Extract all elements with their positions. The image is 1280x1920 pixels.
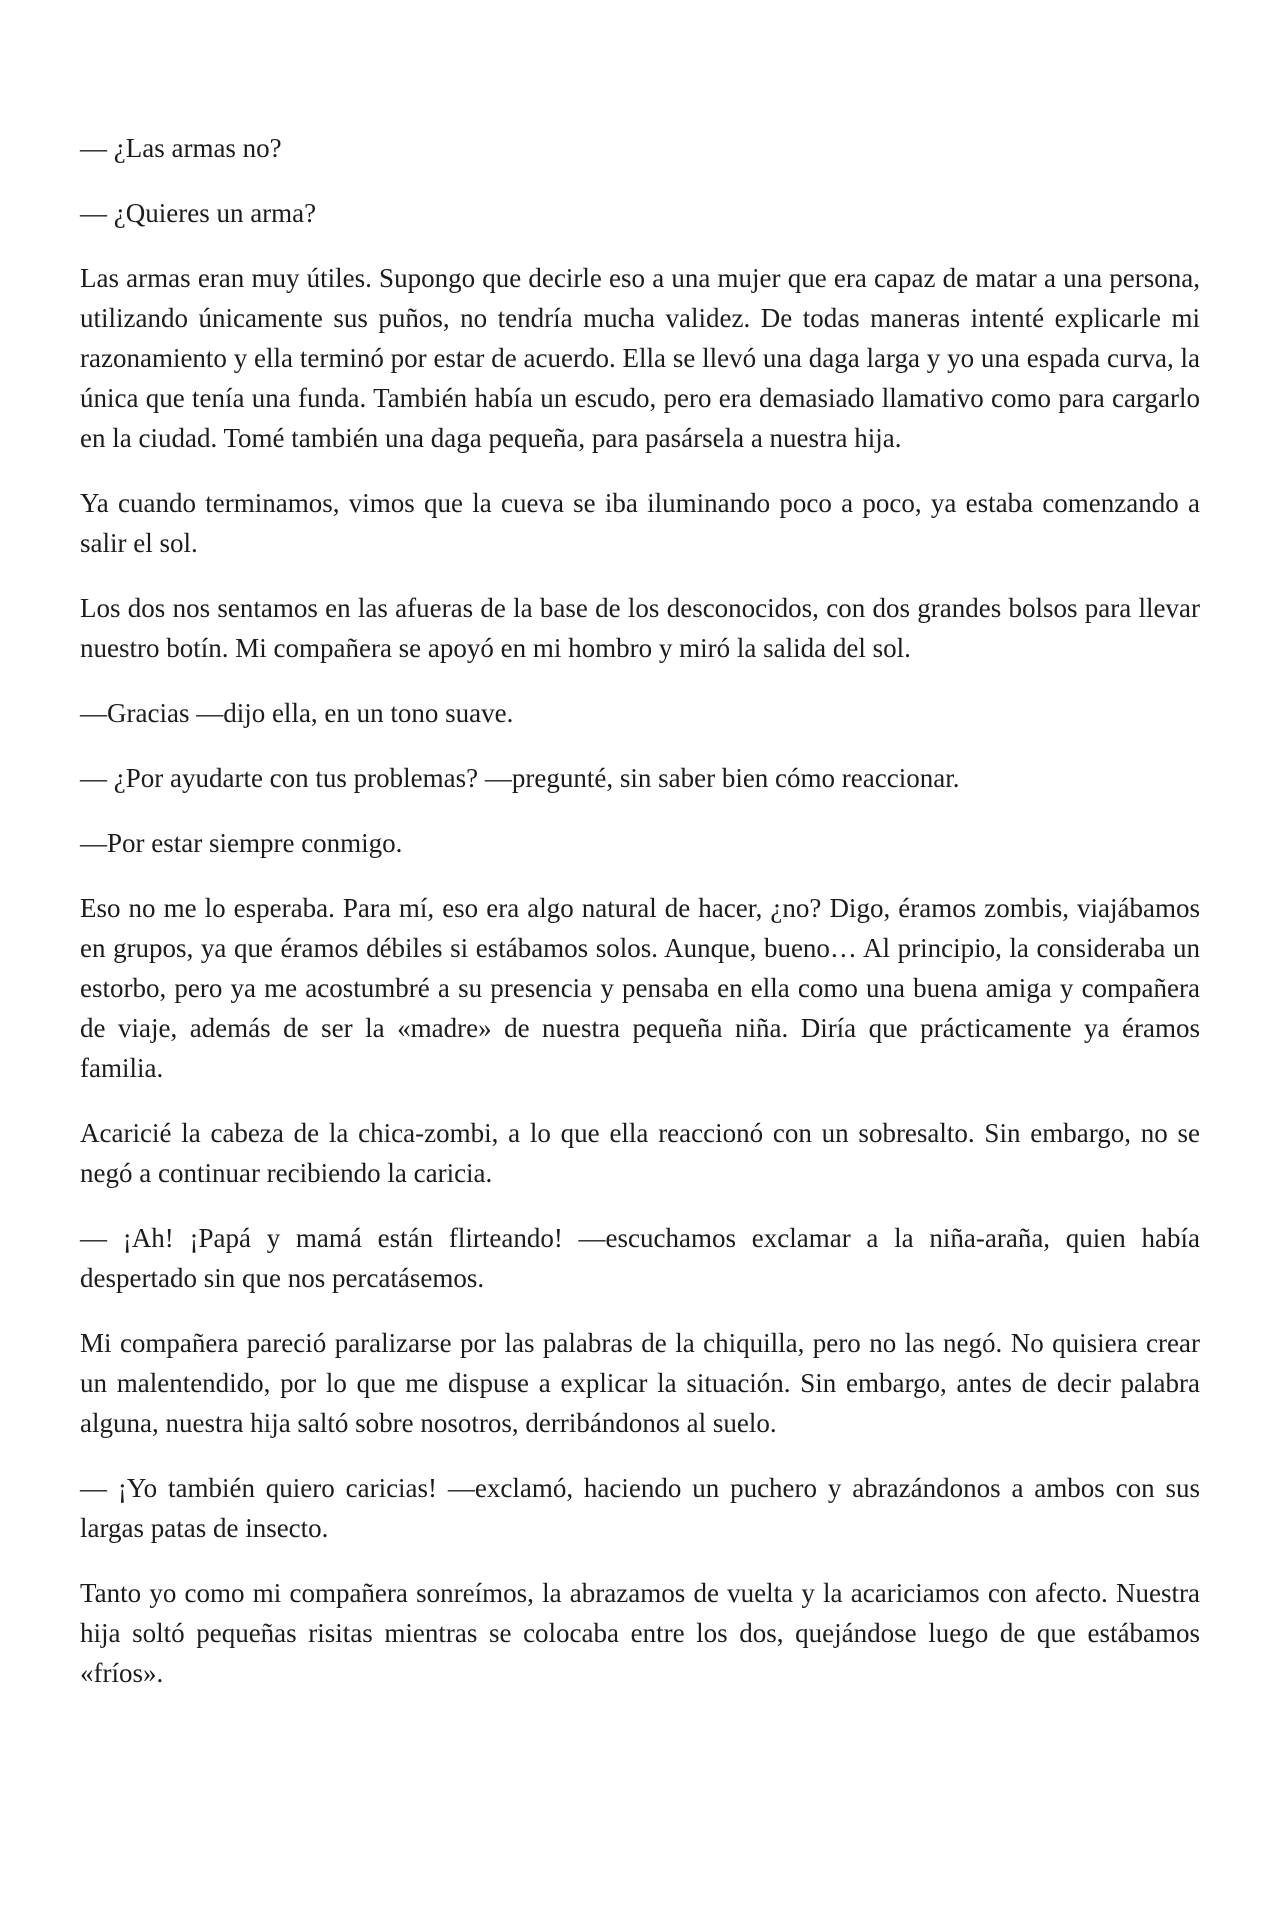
paragraph: — ¿Por ayudarte con tus problemas? —pregunté, sin saber bien cómo reaccionar. [80, 763, 960, 793]
paragraph: Mi compañera pareció paralizarse por las palabras de la chiquilla, pero no las negó. No quisiera crear un malentendido, por lo que me dispuse a explicar la situación. Sin embargo, antes de decir palabra alguna, nuestra hija saltó sobre nosotros, derribándonos al suelo. [80, 1328, 1200, 1438]
paragraph: Los dos nos sentamos en las afueras de la base de los desconocidos, con dos grandes bolsos para llevar nuestro botín. Mi compañera se apoyó en mi hombro y miró la salida del sol. [80, 593, 1200, 663]
paragraph: Ya cuando terminamos, vimos que la cueva se iba iluminando poco a poco, ya estaba comenzando a salir el sol. [80, 488, 1200, 558]
paragraph: — ¡Ah! ¡Papá y mamá están flirteando! —escuchamos exclamar a la niña-araña, quien había despertado sin que nos percatásemos. [80, 1223, 1200, 1293]
paragraph: Acaricié la cabeza de la chica-zombi, a lo que ella reaccionó con un sobresalto. Sin embargo, no se negó a continuar recibiendo la caricia. [80, 1118, 1200, 1188]
paragraph: — ¿Quieres un arma? [80, 198, 317, 228]
paragraph: Eso no me lo esperaba. Para mí, eso era algo natural de hacer, ¿no? Digo, éramos zombis, viajábamos en grupos, ya que éramos débiles si estábamos solos. Aunque, bueno… Al principio, la consideraba un estorbo, pero ya me acostumbré a su presencia y pensaba en ella como una buena amiga y compañera de viaje, además de ser la «madre» de nuestra pequeña niña. Diría que prácticamente ya éramos familia. [80, 893, 1200, 1083]
paragraph: —Por estar siempre conmigo. [80, 828, 403, 858]
paragraph: Tanto yo como mi compañera sonreímos, la abrazamos de vuelta y la acariciamos con afecto. Nuestra hija soltó pequeñas risitas mientras se colocaba entre los dos, quejándose luego de que estábamos «fríos». [80, 1578, 1200, 1688]
paragraph: —Gracias —dijo ella, en un tono suave. [80, 698, 514, 728]
paragraph: — ¡Yo también quiero caricias! —exclamó, haciendo un puchero y abrazándonos a ambos con sus largas patas de insecto. [80, 1473, 1200, 1543]
paragraph: — ¿Las armas no? [80, 133, 282, 163]
paragraph: Las armas eran muy útiles. Supongo que decirle eso a una mujer que era capaz de matar a una persona, utilizando únicamente sus puños, no tendría mucha validez. De todas maneras intenté explicarle mi razonamiento y ella terminó por estar de acuerdo. Ella se llevó una daga larga y yo una espada curva, la única que tenía una funda. También había un escudo, pero era demasiado llamativo como para cargarlo en la ciudad. Tomé también una daga pequeña, para pasársela a nuestra hija. [80, 263, 1200, 453]
document-page [80, 128, 1200, 1718]
